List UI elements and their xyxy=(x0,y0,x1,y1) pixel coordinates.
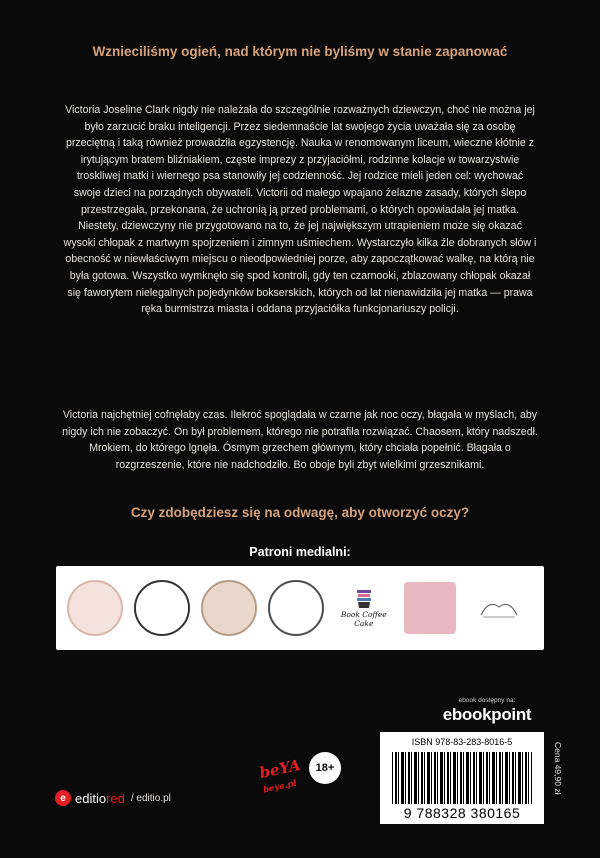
patron-logo-6 xyxy=(404,582,456,634)
tagline-question: Czy zdobędziesz się na odwagę, aby otworzyć oczy? xyxy=(130,505,470,520)
publisher-name: editiored xyxy=(75,790,125,806)
publisher-logo xyxy=(55,790,171,806)
editio-icon: e xyxy=(55,790,71,806)
line-art-icon xyxy=(475,595,523,621)
cup-icon xyxy=(354,588,374,610)
patrons-title: Patroni medialni: xyxy=(249,545,351,559)
blurb-paragraph-1: Victoria Joseline Clark nigdy nie należała do szczególnie rozważnych dziewczyn, choć nie można jej było zarzucić braku inteligencji. Przez siedemnaście lat swojego życia uważała się za osobę przeciętną i taką również prowadziła egzystencję. Nauka w renomowanym liceum, wieczne kłótnie z irytującym bratem bliźniakiem, częste imprezy z przyjaciółmi, rodzinne kolacje w towarzystwie troskliwej matki i wiernego psa stanowiły jej codzienność. Jej rodzice mieli jeden cel: wychować swoje dzieci na porządnych obywateli. Victorii od małego wpajano żelazne zasady, których ślepo przestrzegała, przekonana, że uchronią ją przed problemami, o których opowiadała jej matka. Niestety, dziewczyny nie przygotowano na to, że jej największym utrapieniem może się okazać wysoki chłopak z martwym spojrzeniem i zimnym uśmiechem. Wystarczyło kilka źle dobranych słów i obecność w niewłaściwym miejscu o nieodpowiedniej porze, aby zapoczątkować walkę, na którą nie była gotowa. Wszystko wymknęło się spod kontroli, gdy ten czarnooki, zblazowany chłopak okazał się faworytem nielegalnych pojedynków bokserskich, których od lat nienawidziła jej matka — prawa ręka burmistrza miasta i oddana przyjaciółka funkcjonariuszy policji. xyxy=(63,104,537,316)
headline: Wznieciliśmy ogień, nad którym nie byliśmy w stanie zapanować xyxy=(92,44,508,59)
patron-logo-1 xyxy=(67,580,123,636)
publisher-url: / editio.pl xyxy=(130,792,171,804)
beya-imprint-logo xyxy=(252,755,308,796)
patron-logo-3 xyxy=(201,580,257,636)
ebook-available-label: ebook dostępny na: xyxy=(458,697,516,704)
isbn-barcode xyxy=(380,732,544,824)
isbn-number: ISBN 978-83-283-8016-5 xyxy=(411,737,513,747)
price-label: Cena 49,90 zł xyxy=(553,742,563,795)
age-rating-badge: 18+ xyxy=(309,752,341,784)
barcode-bars xyxy=(392,752,532,804)
patron-logo-2 xyxy=(134,580,190,636)
ebookpoint-logo: ebookpoint xyxy=(442,705,532,724)
ean-digits: 9 788328 380165 xyxy=(403,805,521,821)
blurb-paragraph-2: Victoria najchętniej cofnęłaby czas. Ilekroć spoglądała w czarne jak noc oczy, błagała w myślach, aby nigdy ich nie zobaczyć. On był problemem, którego nie potrafiła rozwiązać. Chaosem, który nadszedł. Mrokiem, do którego lgnęła. Ósmym grzechem głównym, który chciała popełnić. Błagała o rozgrzeszenie, które nie nadchodziło. Bo oboje byli zbyt wielkimi grzesznikami. xyxy=(62,409,538,471)
beya-wordmark: beYA xyxy=(257,755,303,783)
media-patrons-strip xyxy=(56,566,544,650)
beya-url: beya.pl xyxy=(262,778,298,796)
patron-logo-book-coffee-cake xyxy=(335,582,393,634)
patron-logo-4 xyxy=(268,580,324,636)
patron-logo-7 xyxy=(466,582,532,634)
patron-logo-5-text: Book Coffee Cake xyxy=(340,610,387,628)
